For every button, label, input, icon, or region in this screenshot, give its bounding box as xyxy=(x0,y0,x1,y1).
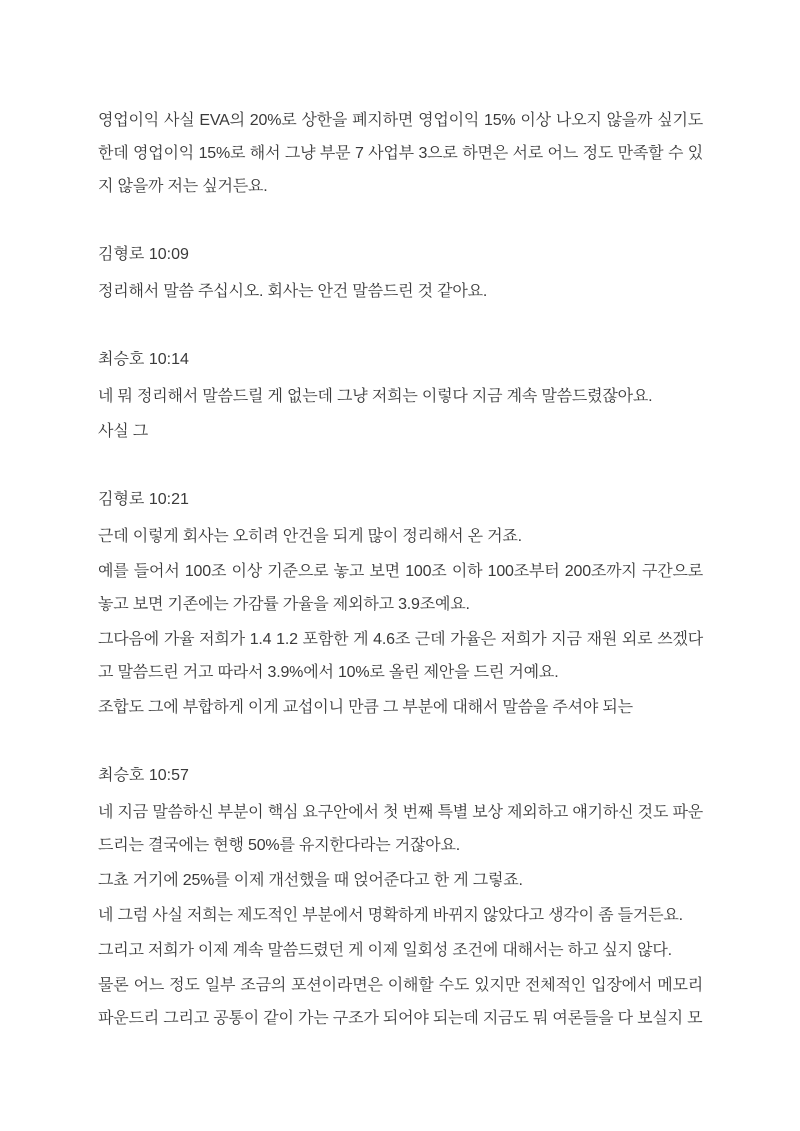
speaker-line xyxy=(98,483,703,516)
transcript-paragraph: 그쵸 거기에 25%를 이제 개선했을 때 얹어준다고 한 게 그렇죠. xyxy=(98,872,523,889)
transcript-turn xyxy=(98,759,703,1035)
transcript-paragraph: 영업이익 사실 EVA의 20%로 상한을 폐지하면 영업이익 15% 이상 나오지 않을까 싶기도 한데 영업이익 15%로 해서 그냥 부문 7 사업부 3으로 하면은 서로 어느 정도 만족할 수 있지 않을까 저는 싶거든요. xyxy=(98,112,703,195)
timestamp: 10:09 xyxy=(148,246,189,263)
transcript-paragraph: 물론 어느 정도 일부 조금의 포션이라면은 이해할 수도 있지만 전체적인 입장에서 메모리 파운드리 그리고 공통이 같이 가는 구조가 되어야 되는데 지금도 뭐 여론들을 다 보실지 모 xyxy=(98,977,703,1027)
speaker-line xyxy=(98,238,703,271)
turn-paragraphs xyxy=(98,275,703,308)
transcript-paragraph: 네 지금 말씀하신 부분이 핵심 요구안에서 첫 번째 특별 보상 제외하고 얘기하신 것도 파운드리는 결국에는 현행 50%를 유지한다라는 거잖아요. xyxy=(98,804,703,854)
speaker-line xyxy=(98,343,703,376)
transcript-turn xyxy=(98,238,703,308)
transcript-turn xyxy=(98,104,703,203)
transcript-paragraph: 네 그럼 사실 저희는 제도적인 부분에서 명확하게 바뀌지 않았다고 생각이 좀 들거든요. xyxy=(98,907,683,924)
turn-paragraphs xyxy=(98,796,703,1035)
timestamp: 10:57 xyxy=(148,767,189,784)
speaker-line xyxy=(98,759,703,792)
turn-paragraphs xyxy=(98,104,703,203)
transcript xyxy=(98,104,703,1035)
transcript-paragraph: 조합도 그에 부합하게 이게 교섭이니 만큼 그 부분에 대해서 말씀을 주셔야 되는 xyxy=(98,699,633,716)
speaker-name: 최승호 xyxy=(98,767,145,784)
transcript-paragraph: 그다음에 가율 저희가 1.4 1.2 포함한 게 4.6조 근데 가율은 저희가 지금 재원 외로 쓰겠다고 말씀드린 거고 따라서 3.9%에서 10%로 올린 제안을 드린 거예요. xyxy=(98,631,703,681)
transcript-turn xyxy=(98,483,703,724)
turn-paragraphs xyxy=(98,380,703,448)
speaker-name: 김형로 xyxy=(98,246,145,263)
timestamp: 10:14 xyxy=(148,351,189,368)
transcript-paragraph: 사실 그 xyxy=(98,423,149,440)
speaker-name: 최승호 xyxy=(98,351,145,368)
turn-paragraphs xyxy=(98,520,703,724)
transcript-paragraph: 근데 이렇게 회사는 오히려 안건을 되게 많이 정리해서 온 거죠. xyxy=(98,528,522,545)
transcript-paragraph: 예를 들어서 100조 이상 기준으로 놓고 보면 100조 이하 100조부터 200조까지 구간으로 놓고 보면 기존에는 가감률 가율을 제외하고 3.9조예요. xyxy=(98,563,703,613)
timestamp: 10:21 xyxy=(148,491,189,508)
transcript-turn xyxy=(98,343,703,448)
transcript-paragraph: 네 뭐 정리해서 말씀드릴 게 없는데 그냥 저희는 이렇다 지금 계속 말씀드렸잖아요. xyxy=(98,388,653,405)
transcript-paragraph: 그리고 저희가 이제 계속 말씀드렸던 게 이제 일회성 조건에 대해서는 하고 싶지 않다. xyxy=(98,942,672,959)
speaker-name: 김형로 xyxy=(98,491,145,508)
transcript-paragraph: 정리해서 말씀 주십시오. 회사는 안건 말씀드린 것 같아요. xyxy=(98,283,488,300)
